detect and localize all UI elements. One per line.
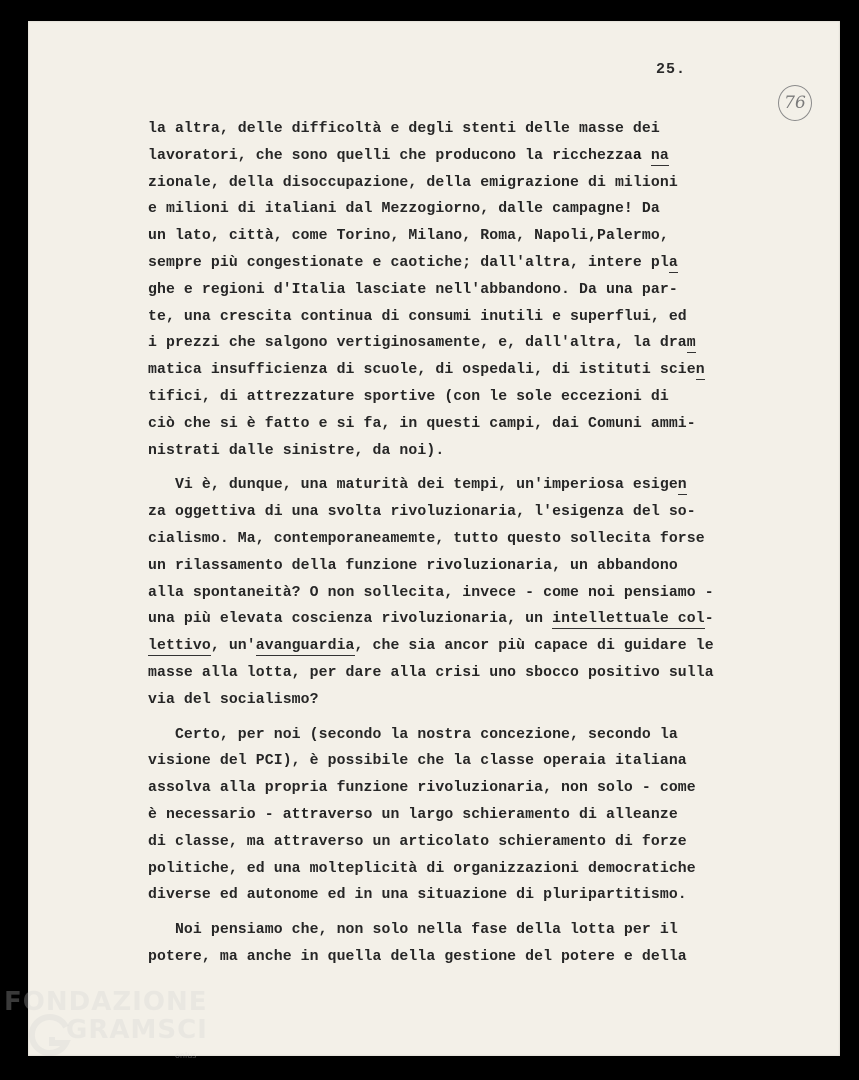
text-line: politiche, ed una molteplicità di organizzazioni democratiche xyxy=(148,860,696,877)
text-line: assolva alla propria funzione rivoluzionaria, non solo - come xyxy=(148,780,696,797)
text-line: cialismo. Ma, contemporaneamemte, tutto questo sollecita forse xyxy=(148,530,705,547)
text-line: Vi è, dunque, una maturità dei tempi, un'imperiosa esigen xyxy=(148,477,687,494)
text-line: via del socialismo? xyxy=(148,691,319,708)
text-line: za oggettiva di una svolta rivoluzionaria, l'esigenza del so- xyxy=(148,504,696,521)
text-line: te, una crescita continua di consumi inutili e superflui, ed xyxy=(148,308,687,325)
text-line: alla spontaneità? O non sollecita, invece - come noi pensiamo - xyxy=(148,584,714,601)
text-line: matica insufficienza di scuole, di ospedali, di istituti scien xyxy=(148,362,705,379)
text-line: un rilassamento della funzione rivoluzionaria, un abbandono xyxy=(148,557,678,574)
text-line: e milioni di italiani dal Mezzogiorno, dalle campagne! Da xyxy=(148,201,660,218)
text-line: visione del PCI), è possibile che la classe operaia italiana xyxy=(148,753,687,770)
document-page xyxy=(28,21,840,1056)
text-line: zionale, della disoccupazione, della emigrazione di milioni xyxy=(148,174,678,191)
text-line: lavoratori, che sono quelli che producono la ricchezzaa na xyxy=(148,147,669,164)
watermark-tag: onlus xyxy=(175,1051,197,1060)
text-line: ciò che si è fatto e si fa, in questi campi, dai Comuni ammi- xyxy=(148,415,696,432)
text-line: potere, ma anche in quella della gestione del potere e della xyxy=(148,948,687,965)
text-line: i prezzi che salgono vertiginosamente, e, dall'altra, la dram xyxy=(148,335,696,352)
archive-stamp: 76 xyxy=(778,85,812,121)
text-line: diverse ed autonome ed in una situazione di pluripartitismo. xyxy=(148,887,687,904)
watermark-title: FONDAZIONE xyxy=(4,987,208,1017)
text-line: un lato, città, come Torino, Milano, Roma, Napoli,Palermo, xyxy=(148,228,669,245)
text-line: lettivo, un'avanguardia, che sia ancor più capace di guidare le xyxy=(148,638,714,655)
text-line: di classe, ma attraverso un articolato schieramento di forze xyxy=(148,833,687,850)
page-number: 25. xyxy=(656,61,687,78)
watermark-subtitle: GRAMSCI xyxy=(66,1015,208,1045)
text-line: ghe e regioni d'Italia lasciate nell'abbandono. Da una par- xyxy=(148,281,678,298)
text-line: è necessario - attraverso un largo schieramento di alleanze xyxy=(148,806,678,823)
text-line: tifici, di attrezzature sportive (con le sole eccezioni di xyxy=(148,388,669,405)
text-line: masse alla lotta, per dare alla crisi uno sbocco positivo sulla xyxy=(148,664,714,681)
text-line: la altra, delle difficoltà e degli stenti delle masse dei xyxy=(148,121,660,137)
text-line: Certo, per noi (secondo la nostra concezione, secondo la xyxy=(148,726,678,743)
text-line: sempre più congestionate e caotiche; dall'altra, intere pla xyxy=(148,254,678,271)
typed-text xyxy=(148,116,838,971)
text-line: nistrati dalle sinistre, da noi). xyxy=(148,442,445,459)
text-line: Noi pensiamo che, non solo nella fase della lotta per il xyxy=(148,922,678,939)
text-line: una più elevata coscienza rivoluzionaria, un intellettuale col- xyxy=(148,611,714,628)
